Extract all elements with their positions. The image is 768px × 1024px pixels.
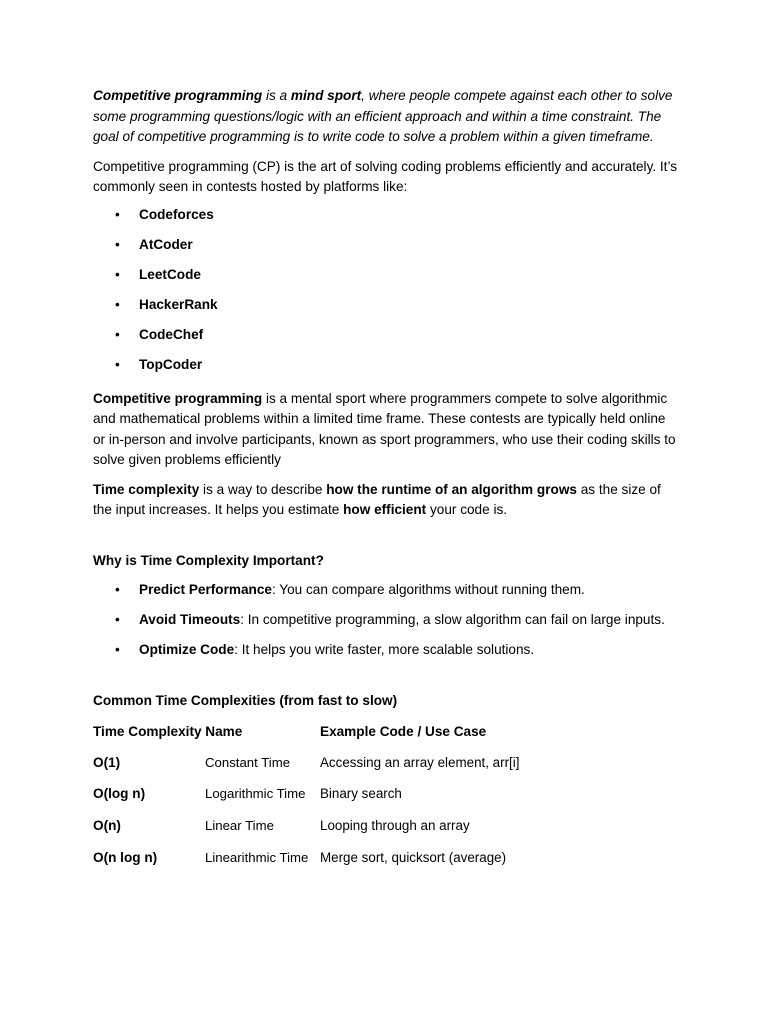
table-header-row [93,722,519,753]
platform-name: Codeforces [139,206,214,222]
complexity-cell: O(1) [93,754,121,770]
cp-definition-text: is a mental sport where programmers compete to solve algorithmic and mathematical problems within a limited time frame. These contests are typically held online or in-person and involve participants, known as sport programmers, who use their coding skills to solve given problems efficiently [93,390,676,468]
complexity-table [93,722,519,880]
platform-name: LeetCode [139,266,201,282]
intro-text: is a [262,88,291,103]
example-cell: Looping through an array [320,818,470,833]
tc-term-3: how efficient [343,502,427,518]
tc-term: Time complexity [93,481,200,497]
example-cell: Binary search [320,786,402,802]
document-body [93,86,678,879]
name-cell: Linear Time [205,818,274,833]
cp-paragraph: Competitive programming (CP) is the art of solving coding problems efficiently and accurately. It’s commonly seen in contests hosted by platforms like: [93,158,678,194]
cp-definition-term: Competitive programming [93,390,263,406]
reasons-list [93,580,678,661]
bullet-icon: • [115,327,120,343]
reason-text: : You can compare algorithms without running them. [271,582,585,598]
name-cell: Linearithmic Time [205,849,309,865]
tc-text-3: your code is. [426,502,508,518]
bullet-icon: • [115,357,120,373]
bullet-icon: • [115,206,120,222]
list-item [93,235,678,265]
cp-definition-paragraph [93,389,678,471]
platform-name: HackerRank [139,297,218,313]
table-header: Example Code / Use Case [320,723,487,739]
reason-text: : It helps you write faster, more scalable solutions. [234,642,535,658]
reason-term: Predict Performance [139,582,272,598]
bullet-icon: • [115,266,120,282]
list-item [93,355,678,385]
bullet-icon: • [115,297,120,313]
list-item [93,295,678,325]
name-cell: Constant Time [205,754,291,770]
table-row [93,848,519,880]
platform-list [93,205,678,386]
complexity-cell: O(log n) [93,786,146,802]
intro-term-2: mind sport [290,88,362,103]
name-cell: Logarithmic Time [205,786,306,802]
list-item [93,325,678,355]
bullet-icon: • [115,612,120,628]
intro-paragraph [93,86,678,148]
intro-text-2: , where people compete against each other to solve some programming questions/logic with an efficient approach and within a time constraint. The goal of competitive programming is to write code to solve a problem within a given timeframe. [93,88,673,144]
platform-name: CodeChef [139,327,204,343]
table-row [93,816,519,848]
platform-name: AtCoder [139,236,193,252]
common-heading: Common Time Complexities (from fast to slow) [93,693,398,709]
table-header: Time Complexity Name [93,723,243,739]
example-cell: Accessing an array element, arr[i] [320,754,520,770]
bullet-icon: • [115,582,120,598]
bullet-icon: • [115,236,120,252]
list-item [93,610,678,631]
tc-term-2: how the runtime of an algorithm grows [326,481,577,497]
intro-term: Competitive programming [93,88,263,103]
platform-name: TopCoder [139,357,203,373]
table-row [93,784,519,816]
tc-text: is a way to describe [199,481,327,497]
reason-text: : In competitive programming, a slow algorithm can fail on large inputs. [240,612,665,628]
example-cell: Merge sort, quicksort (average) [320,849,507,865]
complexity-cell: O(n log n) [93,849,158,865]
reason-term: Avoid Timeouts [139,612,241,628]
why-heading: Why is Time Complexity Important? [93,552,324,568]
time-complexity-paragraph [93,480,678,521]
bullet-icon: • [115,642,120,658]
list-item [93,205,678,235]
list-item [93,640,678,661]
list-item [93,580,678,601]
tc-text-2: as the size of the input increases. It helps you estimate [93,481,661,518]
list-item [93,265,678,295]
table-row [93,753,519,785]
complexity-cell: O(n) [93,818,121,833]
reason-term: Optimize Code [139,642,235,658]
